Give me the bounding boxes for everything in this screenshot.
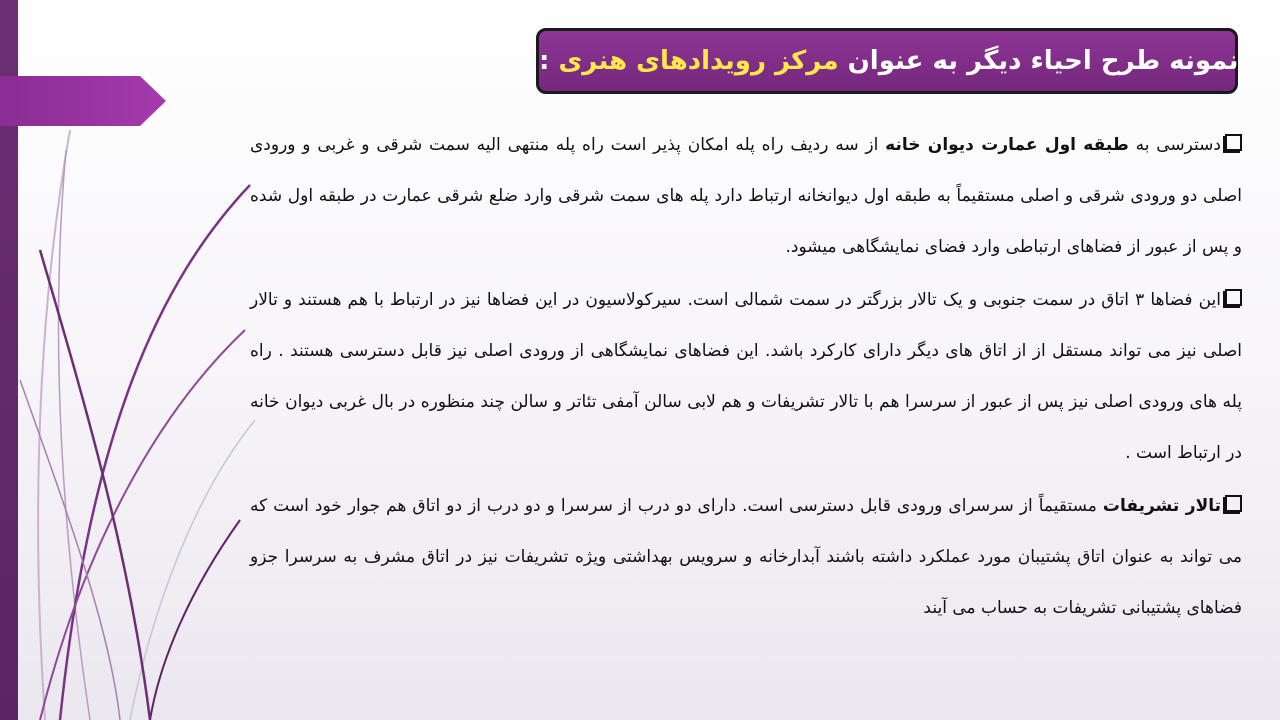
paragraph-1-bold: طبقه اول عمارت دیوان خانه [885, 135, 1129, 155]
checkbox-square-icon [1225, 495, 1242, 512]
paragraph-2 [250, 275, 1242, 479]
paragraph-3-text: مستقیماً از سرسرای ورودی قابل دسترسی است. دارای دو درب از سرسرا و دو درب از دو اتاق هم جوار خود است که می تواند به عنوان اتاق پشتیبان مورد عملکرد داشته باشند آبدارخانه و سرویس بهداشتی ویژه تشریفات نیز در اتاق مشرف به سرسرا جزو فضاهای پشتیبانی تشریفات به حساب می آیند [250, 496, 1242, 618]
paragraph-1-text: از سه ردیف راه پله امکان پذیر است راه پله منتهی الیه سمت شرقی و غربی و ورودی اصلی دو ورودی شرقی و اصلی مستقیماً به طبقه اول دیوانخانه ارتباط دارد پله های سمت شرقی وارد ضلع شرقی عمارت در طبقه اول شده و پس از عبور از فضاهای ارتباطی وارد فضای نمایشگاهی میشود. [250, 135, 1242, 257]
title-part1: نمونه طرح احیاء دیگر به عنوان [838, 46, 1239, 76]
paragraph-3-bold: تالار تشریفات [1102, 496, 1221, 516]
arrow-tab-decoration [0, 76, 166, 126]
paragraph-1-pre: دسترسی به [1128, 135, 1221, 155]
title-highlight: مرکز رویدادهای هنری [558, 46, 839, 76]
paragraph-3 [250, 481, 1242, 634]
title-part2: : [539, 46, 559, 76]
checkbox-square-icon [1225, 134, 1242, 151]
paragraph-2-text: این فضاها ۳ اتاق در سمت جنوبی و یک تالار بزرگتر در سمت شمالی است. سیرکولاسیون در این فضاها نیز در ارتباط با هم هستند و تالار اصلی نیز می تواند مستقل از از اتاق های دیگر دارای کارکرد باشد. این فضاهای نمایشگاهی از ورودی اصلی نیز قابل دسترسی هستند . راه پله های ورودی اصلی نیز پس از عبور از سرسرا هم با تالار تشریفات و هم لابی سالن آمفی تئاتر و سالن چند منظوره در بال غربی دیوان خانه در ارتباط است . [250, 290, 1242, 463]
checkbox-square-icon [1225, 289, 1242, 306]
slide-content [250, 120, 1242, 634]
title-box [536, 28, 1238, 94]
paragraph-1 [250, 120, 1242, 273]
page-title [539, 46, 1238, 76]
